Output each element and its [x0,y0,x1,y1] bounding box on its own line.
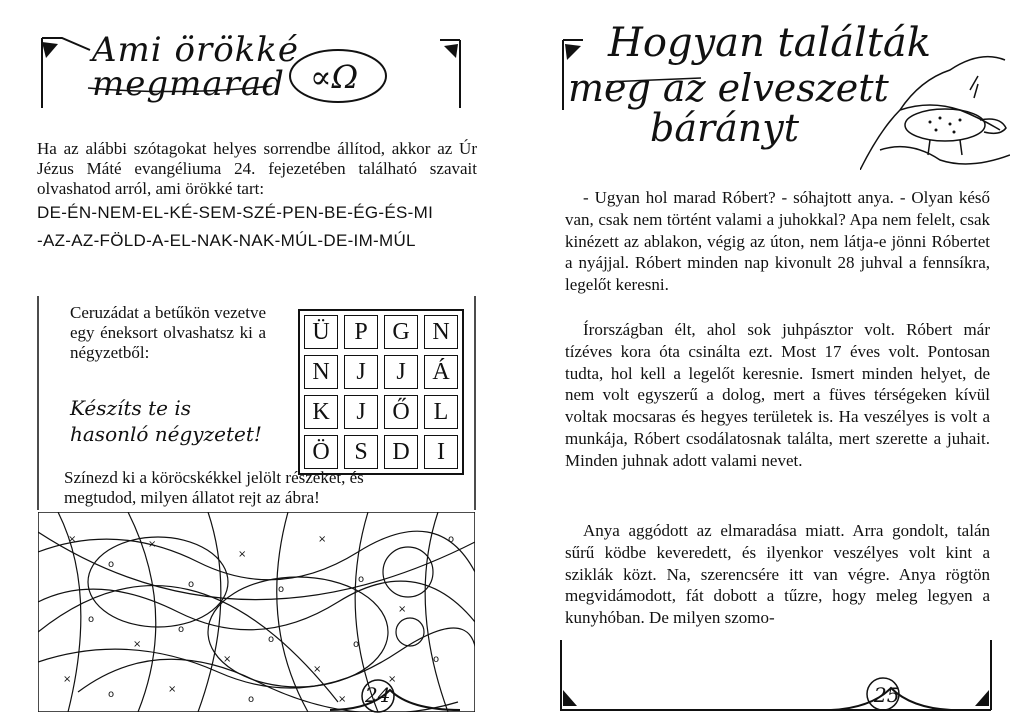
coloring-instructions: Színezd ki a köröcskékkel jelölt részeket, és megtudod, milyen állatot rejt az ábra! [64,468,364,507]
right-title-line3: bárányt [650,106,800,150]
right-bottom-frame [511,620,1022,724]
svg-text:×: × [313,664,322,675]
svg-text:×: × [223,654,232,665]
grid-cell: J [384,355,418,389]
syllables-line-2: -AZ-AZ-FÖLD-A-EL-NAK-NAK-MÚL-DE-IM-MÚL [37,231,416,250]
grid-cell: S [344,435,378,469]
svg-text:o: o [358,574,365,585]
svg-text:o: o [278,584,285,595]
grid-cell: Ő [384,395,418,429]
svg-text:o: o [268,634,275,645]
story-paragraph-2: Írországban élt, ahol sok juhpásztor volt. Róbert már tízéves kora óta csinálta ezt. Most 17 éves volt. Pontosan tudta, hol kell a legelőt keresnie. Ismert minden helyet, de nem volt egyszerű a dolog, mert a füves térségeken kívül voltak mocsaras és hegyes területek is. Ha veszélyes is volt a munkája, Róbert csodálatosnak találta, mert szerette a juhait. Minden juhnak adott valami nevet. [565,320,990,470]
svg-text:×: × [133,639,142,650]
alpha-omega-symbol: ∝Ω [310,58,359,96]
svg-text:o: o [448,534,455,545]
svg-text:×: × [398,604,407,615]
grid-cell: Ö [304,435,338,469]
grid-cell: G [384,315,418,349]
svg-text:×: × [238,549,247,560]
grid-cell: L [424,395,458,429]
puzzle-handwritten-note: Készíts te is hasonló négyzetet! [70,396,262,446]
svg-text:×: × [63,674,72,685]
story-paragraph-1: - Ugyan hol marad Róbert? - sóhajtott anya. - Olyan késő van, csak nem történt valami a juhokkal? Apa nem felelt, csak kinézett az ablakon, végig az úton, nem látja-e jönni Róbertet a nyájjal. Róbert minden nap kivonult 28 juhval a fennsíkra, legelőt keresni. [565,188,990,295]
grid-cell: J [344,355,378,389]
right-title-line1: Hogyan találták [608,20,932,66]
grid-cell: K [304,395,338,429]
right-title-line2: meg az elveszett [568,66,889,110]
svg-text:×: × [318,534,327,545]
story-paragraph-3: Anya aggódott az elmaradása miatt. Arra gondolt, talán sűrű ködbe keveredett, és ilyenkor veszélyes volt kint a sziklák közt. Na, szerencsére itt van végre. Anya rögtön megvidámodott, fát dobott a tűzre, hogy meleg legyen a kunyhóban. De milyen szomo- [565,521,990,628]
svg-text:o: o [433,654,440,665]
svg-text:×: × [148,539,157,550]
right-page-number: 25 [874,683,900,707]
svg-text:×: × [68,534,77,545]
grid-cell: D [384,435,418,469]
grid-cell: J [344,395,378,429]
left-title-line2: megmarad [92,64,285,104]
grid-cell: Ü [304,315,338,349]
svg-text:o: o [108,559,115,570]
svg-text:×: × [168,684,177,695]
puzzle-instructions: Ceruzádat a betűkön vezetve egy éneksort olvashatsz ki a négyzetből: [70,303,266,362]
grid-cell: I [424,435,458,469]
svg-text:o: o [88,614,95,625]
svg-text:o: o [353,639,360,650]
svg-text:×: × [388,674,397,685]
left-title-line1: Ami örökké [92,30,299,70]
syllables-line-1: DE-ÉN-NEM-EL-KÉ-SEM-SZÉ-PEN-BE-ÉG-ÉS-MI [37,203,434,222]
grid-cell: Á [424,355,458,389]
svg-text:o: o [188,579,195,590]
svg-text:o: o [248,694,255,705]
svg-text:o: o [178,624,185,635]
svg-text:×: × [338,694,347,705]
grid-cell: N [304,355,338,389]
left-page-number: 24 [365,683,391,707]
grid-cell: P [344,315,378,349]
grid-cell: N [424,315,458,349]
intro-paragraph: Ha az alábbi szótagokat helyes sorrendbe állítod, akkor az Úr Jézus Máté evangéliuma 24. fejezetében található szavait olvashatod arról, ami örökké tart: [37,139,477,198]
svg-text:o: o [108,689,115,700]
